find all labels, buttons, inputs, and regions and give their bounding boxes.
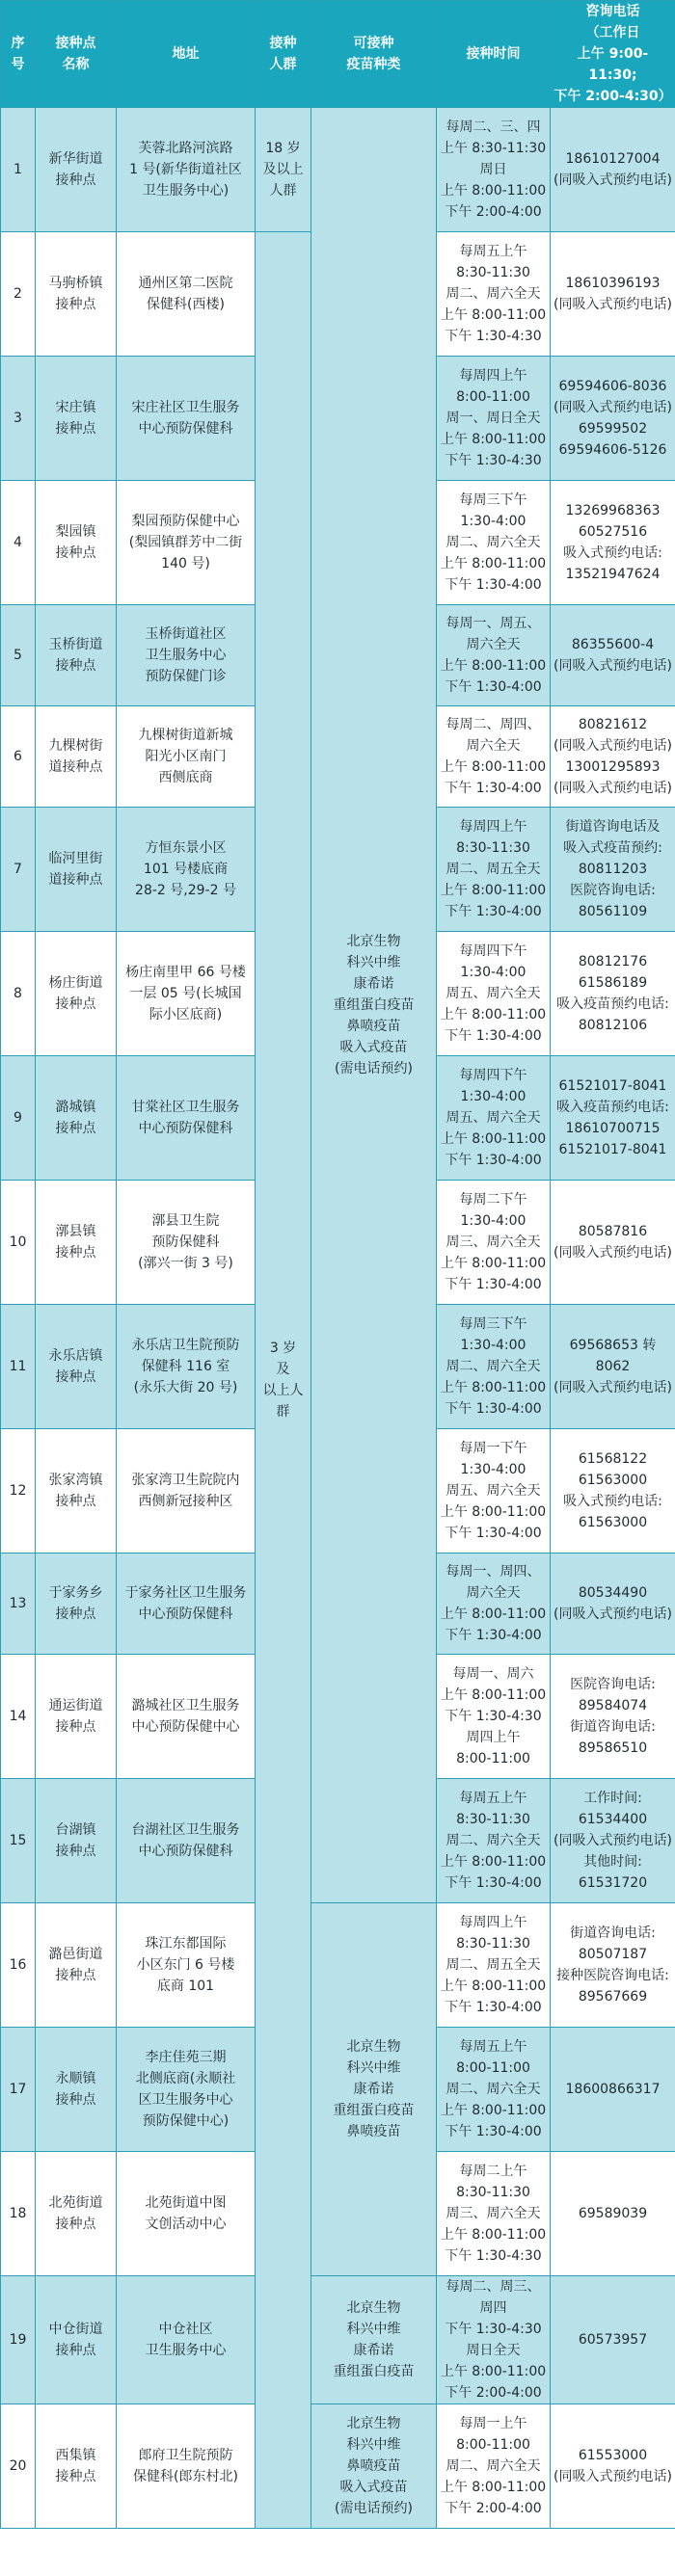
vaccination-time: 每周一上午 8:00-11:00 周二、周六全天 上午 8:00-11:00 下午 2:00-4:00 [437, 2404, 551, 2529]
site-name: 于家务乡 接种点 [36, 1554, 117, 1655]
header-phone: 咨询电话 （工作日 上午 9:00-11:30; 下午 2:00-4:30） [551, 1, 675, 108]
site-name: 中仓街道 接种点 [36, 2276, 117, 2404]
site-name: 潞城镇 接种点 [36, 1056, 117, 1181]
vaccination-time: 每周五上午 8:30-11:30 周二、周六全天 上午 8:00-11:00 下午 1:30-4:00 [437, 1779, 551, 1903]
row-number: 3 [1, 357, 36, 481]
vaccination-time: 每周一、周五、 周六全天 上午 8:00-11:00 下午 1:30-4:00 [437, 605, 551, 706]
row-number: 11 [1, 1305, 36, 1429]
row-number: 19 [1, 2276, 36, 2404]
contact-phone: 69589039 [551, 2152, 675, 2276]
row-number: 14 [1, 1655, 36, 1779]
vaccine-types: 北京生物 科兴中维 康希诺 重组蛋白疫苗 鼻喷疫苗 [311, 1903, 437, 2276]
row-number: 5 [1, 605, 36, 706]
row-number: 16 [1, 1903, 36, 2028]
site-name: 通运街道 接种点 [36, 1655, 117, 1779]
vaccination-time: 每周二、周四、 周六全天 上午 8:00-11:00 下午 1:30-4:00 [437, 706, 551, 808]
site-address: 张家湾卫生院院内 西侧新冠接种区 [117, 1429, 256, 1554]
site-address: 梨园预防保健中心 (梨园镇群芳中二街 140 号) [117, 481, 256, 605]
table-row [1, 108, 675, 232]
vaccination-time: 每周三下午 1:30-4:00 周二、周六全天 上午 8:00-11:00 下午 1:30-4:00 [437, 481, 551, 605]
site-address: 中仓社区 卫生服务中心 [117, 2276, 256, 2404]
contact-phone: 街道咨询电话: 80507187 接种医院咨询电话: 89567669 [551, 1903, 675, 2028]
vaccination-time: 每周一、周四、 周六全天 上午 8:00-11:00 下午 1:30-4:00 [437, 1554, 551, 1655]
site-address: 九棵树街道新城 阳光小区南门 西侧底商 [117, 706, 256, 808]
contact-phone: 18600866317 [551, 2028, 675, 2152]
header-address: 地址 [117, 1, 256, 108]
contact-phone: 18610127004 (同吸入式预约电话) [551, 108, 675, 232]
row-number: 13 [1, 1554, 36, 1655]
vaccination-time: 每周二下午 1:30-4:00 周三、周六全天 上午 8:00-11:00 下午 1:30-4:00 [437, 1181, 551, 1305]
header-population: 接种 人群 [256, 1, 311, 108]
site-name: 马驹桥镇 接种点 [36, 232, 117, 357]
table-row [1, 2404, 675, 2529]
contact-phone: 61568122 61563000 吸入式预约电话: 61563000 [551, 1429, 675, 1554]
contact-phone: 80821612 (同吸入式预约电话) 13001295893 (同吸入式预约电话) [551, 706, 675, 808]
site-name: 永乐店镇 接种点 [36, 1305, 117, 1429]
contact-phone: 80812176 61586189 吸入疫苗预约电话: 80812106 [551, 932, 675, 1056]
contact-phone: 医院咨询电话: 89584074 街道咨询电话: 89586510 [551, 1655, 675, 1779]
vaccination-time: 每周五上午 8:30-11:30 周二、周六全天 上午 8:00-11:00 下午 1:30-4:30 [437, 232, 551, 357]
site-name: 新华街道 接种点 [36, 108, 117, 232]
site-address: 甘棠社区卫生服务 中心预防保健科 [117, 1056, 256, 1181]
vaccination-time: 每周四上午 8:00-11:00 周一、周日全天 上午 8:00-11:00 下午 1:30-4:30 [437, 357, 551, 481]
row-number: 17 [1, 2028, 36, 2152]
vaccination-time: 每周五上午 8:00-11:00 周二、周六全天 上午 8:00-11:00 下午 1:30-4:00 [437, 2028, 551, 2152]
site-address: 潞城社区卫生服务 中心预防保健中心 [117, 1655, 256, 1779]
vaccination-time: 每周一、周六 上午 8:00-11:00 下午 1:30-4:30 周四上午 8:00-11:00 [437, 1655, 551, 1779]
contact-phone: 80587816 (同吸入式预约电话) [551, 1181, 675, 1305]
site-address: 于家务社区卫生服务 中心预防保健科 [117, 1554, 256, 1655]
vaccine-types: 北京生物 科兴中维 康希诺 重组蛋白疫苗 [311, 2276, 437, 2404]
site-address: 玉桥街道社区 卫生服务中心 预防保健门诊 [117, 605, 256, 706]
vaccine-types: 北京生物 科兴中维 鼻喷疫苗 吸入式疫苗 (需电话预约) [311, 2404, 437, 2529]
site-address: 李庄佳苑三期 北侧底商(永顺社 区卫生服务中心 预防保健中心) [117, 2028, 256, 2152]
contact-phone: 86355600-4 (同吸入式预约电话) [551, 605, 675, 706]
site-name: 宋庄镇 接种点 [36, 357, 117, 481]
header-site-name: 接种点 名称 [36, 1, 117, 108]
site-name: 西集镇 接种点 [36, 2404, 117, 2529]
vaccination-time: 每周二、三、四 上午 8:30-11:30 周日 上午 8:00-11:00 下午 2:00-4:00 [437, 108, 551, 232]
contact-phone: 60573957 [551, 2276, 675, 2404]
header-vaccine-types: 可接种 疫苗种类 [311, 1, 437, 108]
site-address: 宋庄社区卫生服务 中心预防保健科 [117, 357, 256, 481]
vaccination-time: 每周二上午 8:30-11:30 周三、周六全天 上午 8:00-11:00 下午 1:30-4:30 [437, 2152, 551, 2276]
site-name: 北苑街道 接种点 [36, 2152, 117, 2276]
row-number: 9 [1, 1056, 36, 1181]
site-address: 芙蓉北路河滨路 1 号(新华街道社区 卫生服务中心) [117, 108, 256, 232]
site-address: 台湖社区卫生服务 中心预防保健科 [117, 1779, 256, 1903]
table-row [1, 1903, 675, 2028]
vaccination-time: 每周二、周三、 周四 下午 1:30-4:30 周日全天 上午 8:00-11:00 下午 2:00-4:00 [437, 2276, 551, 2404]
site-name: 临河里街 道接种点 [36, 808, 117, 932]
population-group: 18 岁 及以上 人群 [256, 108, 311, 232]
site-name: 潞邑街道 接种点 [36, 1903, 117, 2028]
site-name: 永顺镇 接种点 [36, 2028, 117, 2152]
contact-phone: 工作时间: 61534400 (同吸入式预约电话) 其他时间: 61531720 [551, 1779, 675, 1903]
row-number: 8 [1, 932, 36, 1056]
site-name: 张家湾镇 接种点 [36, 1429, 117, 1554]
header-vaccination-time: 接种时间 [437, 1, 551, 108]
vaccination-time: 每周四上午 8:30-11:30 周二、周五全天 上午 8:00-11:00 下午 1:30-4:00 [437, 1903, 551, 2028]
vaccination-time: 每周四上午 8:30-11:30 周二、周五全天 上午 8:00-11:00 下午 1:30-4:00 [437, 808, 551, 932]
contact-phone: 69568653 转 8062 (同吸入式预约电话) [551, 1305, 675, 1429]
contact-phone: 61553000 (同吸入式预约电话) [551, 2404, 675, 2529]
site-address: 漷县卫生院 预防保健科 (漷兴一街 3 号) [117, 1181, 256, 1305]
vaccination-time: 每周一下午 1:30-4:00 周五、周六全天 上午 8:00-11:00 下午 1:30-4:00 [437, 1429, 551, 1554]
row-number: 18 [1, 2152, 36, 2276]
row-number: 6 [1, 706, 36, 808]
contact-phone: 街道咨询电话及 吸入式疫苗预约: 80811203 医院咨询电话: 80561109 [551, 808, 675, 932]
site-address: 北苑街道中图 文创活动中心 [117, 2152, 256, 2276]
site-address: 方恒东景小区 101 号楼底商 28-2 号,29-2 号 [117, 808, 256, 932]
site-name: 玉桥街道 接种点 [36, 605, 117, 706]
site-address: 杨庄南里甲 66 号楼 一层 05 号(长城国 际小区底商) [117, 932, 256, 1056]
header-no: 序 号 [1, 1, 36, 108]
table-header-row [1, 1, 675, 108]
vaccine-types: 北京生物 科兴中维 康希诺 重组蛋白疫苗 鼻喷疫苗 吸入式疫苗 (需电话预约) [311, 108, 437, 1903]
table-row [1, 2276, 675, 2404]
contact-phone: 13269968363 60527516 吸入式预约电话: 13521947624 [551, 481, 675, 605]
row-number: 12 [1, 1429, 36, 1554]
site-name: 梨园镇 接种点 [36, 481, 117, 605]
vaccination-time: 每周三下午 1:30-4:00 周二、周六全天 上午 8:00-11:00 下午 1:30-4:00 [437, 1305, 551, 1429]
contact-phone: 61521017-8041 吸入疫苗预约电话: 18610700715 61521017-8041 [551, 1056, 675, 1181]
site-address: 珠江东都国际 小区东门 6 号楼 底商 101 [117, 1903, 256, 2028]
vaccination-time: 每周四下午 1:30-4:00 周五、周六全天 上午 8:00-11:00 下午 1:30-4:00 [437, 1056, 551, 1181]
row-number: 15 [1, 1779, 36, 1903]
site-address: 通州区第二医院 保健科(西楼) [117, 232, 256, 357]
row-number: 10 [1, 1181, 36, 1305]
contact-phone: 18610396193 (同吸入式预约电话) [551, 232, 675, 357]
vaccination-time: 每周四下午 1:30-4:00 周五、周六全天 上午 8:00-11:00 下午 1:30-4:00 [437, 932, 551, 1056]
contact-phone: 69594606-8036 (同吸入式预约电话) 69599502 69594606-5126 [551, 357, 675, 481]
contact-phone: 80534490 (同吸入式预约电话) [551, 1554, 675, 1655]
row-number: 2 [1, 232, 36, 357]
site-name: 台湖镇 接种点 [36, 1779, 117, 1903]
row-number: 20 [1, 2404, 36, 2529]
site-name: 杨庄街道 接种点 [36, 932, 117, 1056]
row-number: 7 [1, 808, 36, 932]
site-name: 漷县镇 接种点 [36, 1181, 117, 1305]
site-name: 九棵树街 道接种点 [36, 706, 117, 808]
row-number: 4 [1, 481, 36, 605]
row-number: 1 [1, 108, 36, 232]
site-address: 郎府卫生院预防 保健科(郎东村北) [117, 2404, 256, 2529]
site-address: 永乐店卫生院预防 保健科 116 室 (永乐大街 20 号) [117, 1305, 256, 1429]
population-group: 3 岁 及 以上人群 [256, 232, 311, 2529]
